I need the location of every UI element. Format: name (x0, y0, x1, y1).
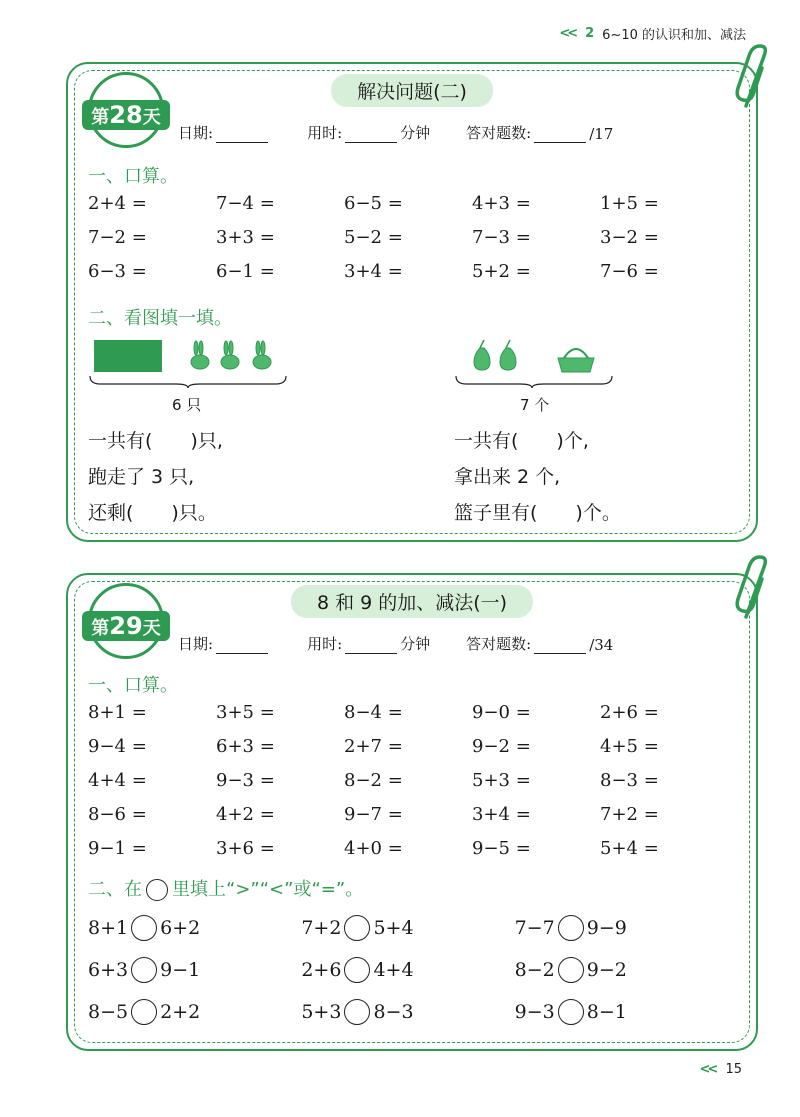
compare-row (88, 907, 728, 949)
oral-problem: 9−0 = (472, 701, 531, 723)
compare-right: 8−3 (373, 1001, 414, 1023)
oral-problem: 9−2 = (472, 735, 531, 757)
compare-problem (515, 999, 728, 1025)
compare-problem (88, 957, 301, 983)
oral-row (88, 254, 728, 288)
score-field[interactable]: 答对题数: /34 (466, 635, 614, 654)
oral-problem: 9−4 = (88, 735, 147, 757)
oral-problem: 8−3 = (600, 769, 659, 791)
answer-circle[interactable] (344, 915, 370, 941)
compare-right: 2+2 (160, 1001, 201, 1023)
oral-problem: 6−3 = (88, 260, 147, 282)
answer-circle[interactable] (344, 957, 370, 983)
oral-problem: 7−3 = (472, 226, 531, 248)
left-line-3: 还剩( )只。 (88, 502, 217, 524)
oral-problem: 3−2 = (600, 226, 659, 248)
compare-grid (88, 907, 728, 1033)
compare-left: 7−7 (514, 917, 555, 939)
oral-problem: 4+4 = (88, 769, 147, 791)
oral-problem: 5+3 = (472, 769, 531, 791)
chevron-left-icon: << (699, 1062, 716, 1077)
oral-problem: 9−3 = (216, 769, 275, 791)
oral-grid (88, 186, 728, 288)
day-badge (82, 72, 170, 160)
chapter-header (559, 24, 746, 43)
oral-problem: 4+2 = (216, 803, 275, 825)
compare-right: 4+4 (373, 959, 414, 981)
compare-right: 6+2 (160, 917, 201, 939)
answer-circle[interactable] (558, 999, 584, 1025)
oral-problem: 9−1 = (88, 837, 147, 859)
section-compare-title: 二、在 里填上“>”“<”或“=”。 (88, 879, 364, 900)
compare-left: 5+3 (301, 1001, 342, 1023)
oral-problem: 2+7 = (344, 735, 403, 757)
compare-left: 7+2 (301, 917, 342, 939)
right-line-3: 篮子里有( )个。 (454, 502, 621, 524)
answer-circle[interactable] (131, 999, 157, 1025)
oral-row (88, 220, 728, 254)
info-row (178, 633, 649, 654)
lesson-panel-day28 (66, 62, 758, 542)
score-field[interactable]: 答对题数: /17 (466, 124, 614, 143)
right-total-label: 7 个 (520, 396, 550, 414)
oral-problem: 8+1 = (88, 701, 147, 723)
pears-basket-picture (454, 336, 614, 388)
left-total-label: 6 只 (172, 396, 202, 414)
left-line-1: 一共有( )只, (88, 430, 223, 452)
lesson-title: 解决问题(二) (331, 74, 493, 107)
lesson-title: 8 和 9 的加、减法(一) (291, 585, 533, 618)
page-footer (700, 1062, 742, 1077)
oral-problem: 2+4 = (88, 192, 147, 214)
oral-problem: 7−6 = (600, 260, 659, 282)
oral-problem: 6−1 = (216, 260, 275, 282)
paperclip-icon (734, 555, 774, 625)
circle-icon (146, 879, 168, 901)
compare-right: 8−1 (586, 1001, 627, 1023)
section-oral-title: 一、口算。 (88, 675, 178, 696)
answer-circle[interactable] (558, 915, 584, 941)
oral-problem: 4+5 = (600, 735, 659, 757)
compare-right: 9−1 (160, 959, 201, 981)
compare-left: 9−3 (514, 1001, 555, 1023)
info-row (178, 122, 649, 143)
oral-problem: 5−2 = (344, 226, 403, 248)
oral-problem: 8−6 = (88, 803, 147, 825)
badge-ribbon: 第29天 (82, 611, 170, 641)
oral-problem: 3+4 = (344, 260, 403, 282)
oral-row (88, 695, 728, 729)
oral-problem: 8−4 = (344, 701, 403, 723)
compare-left: 2+6 (301, 959, 342, 981)
time-field[interactable]: 用时: 分钟 (307, 124, 431, 142)
oral-grid (88, 695, 728, 865)
compare-problem (515, 915, 728, 941)
oral-problem: 2+6 = (600, 701, 659, 723)
date-field[interactable]: 日期: (178, 633, 271, 654)
rabbits-picture (88, 336, 288, 388)
oral-row (88, 831, 728, 865)
section-oral-title: 一、口算。 (88, 166, 178, 187)
right-line-1: 一共有( )个, (454, 430, 589, 452)
compare-row (88, 991, 728, 1033)
oral-problem: 7−4 = (216, 192, 275, 214)
oral-problem: 4+3 = (472, 192, 531, 214)
date-field[interactable]: 日期: (178, 122, 271, 143)
lesson-panel-day29 (66, 573, 758, 1051)
oral-problem: 9−5 = (472, 837, 531, 859)
compare-left: 8+1 (88, 917, 129, 939)
compare-problem (301, 999, 514, 1025)
oral-problem: 9−7 = (344, 803, 403, 825)
oral-problem: 6−5 = (344, 192, 403, 214)
compare-right: 9−2 (586, 959, 627, 981)
compare-right: 9−9 (586, 917, 627, 939)
compare-left: 6+3 (88, 959, 129, 981)
oral-row (88, 797, 728, 831)
answer-circle[interactable] (558, 957, 584, 983)
compare-problem (301, 915, 514, 941)
badge-ribbon: 第28天 (82, 100, 170, 130)
oral-problem: 6+3 = (216, 735, 275, 757)
paperclip-icon (734, 44, 774, 114)
compare-problem (88, 999, 301, 1025)
oral-problem: 1+5 = (600, 192, 659, 214)
oral-row (88, 186, 728, 220)
oral-problem: 7+2 = (600, 803, 659, 825)
oral-problem: 5+2 = (472, 260, 531, 282)
oral-problem: 3+3 = (216, 226, 275, 248)
oral-row (88, 763, 728, 797)
oral-problem: 8−2 = (344, 769, 403, 791)
right-line-2: 拿出来 2 个, (454, 466, 561, 488)
answer-circle[interactable] (131, 915, 157, 941)
oral-problem: 3+6 = (216, 837, 275, 859)
chevron-left-icon: << (559, 26, 576, 41)
compare-right: 5+4 (373, 917, 414, 939)
compare-left: 8−2 (514, 959, 555, 981)
compare-left: 8−5 (88, 1001, 129, 1023)
compare-problem (88, 915, 301, 941)
left-line-2: 跑走了 3 只, (88, 466, 195, 488)
section-picture-title: 二、看图填一填。 (88, 308, 232, 329)
oral-problem: 3+4 = (472, 803, 531, 825)
oral-problem: 5+4 = (600, 837, 659, 859)
day-badge (82, 583, 170, 671)
answer-circle[interactable] (344, 999, 370, 1025)
compare-row (88, 949, 728, 991)
oral-problem: 4+0 = (344, 837, 403, 859)
oral-problem: 7−2 = (88, 226, 147, 248)
page-number: 15 (725, 1062, 742, 1077)
chapter-number: 2 (585, 26, 595, 41)
compare-problem (301, 957, 514, 983)
compare-problem (515, 957, 728, 983)
oral-problem: 3+5 = (216, 701, 275, 723)
chapter-title: 6~10 的认识和加、减法 (602, 28, 746, 43)
oral-row (88, 729, 728, 763)
answer-circle[interactable] (131, 957, 157, 983)
time-field[interactable]: 用时: 分钟 (307, 635, 431, 653)
